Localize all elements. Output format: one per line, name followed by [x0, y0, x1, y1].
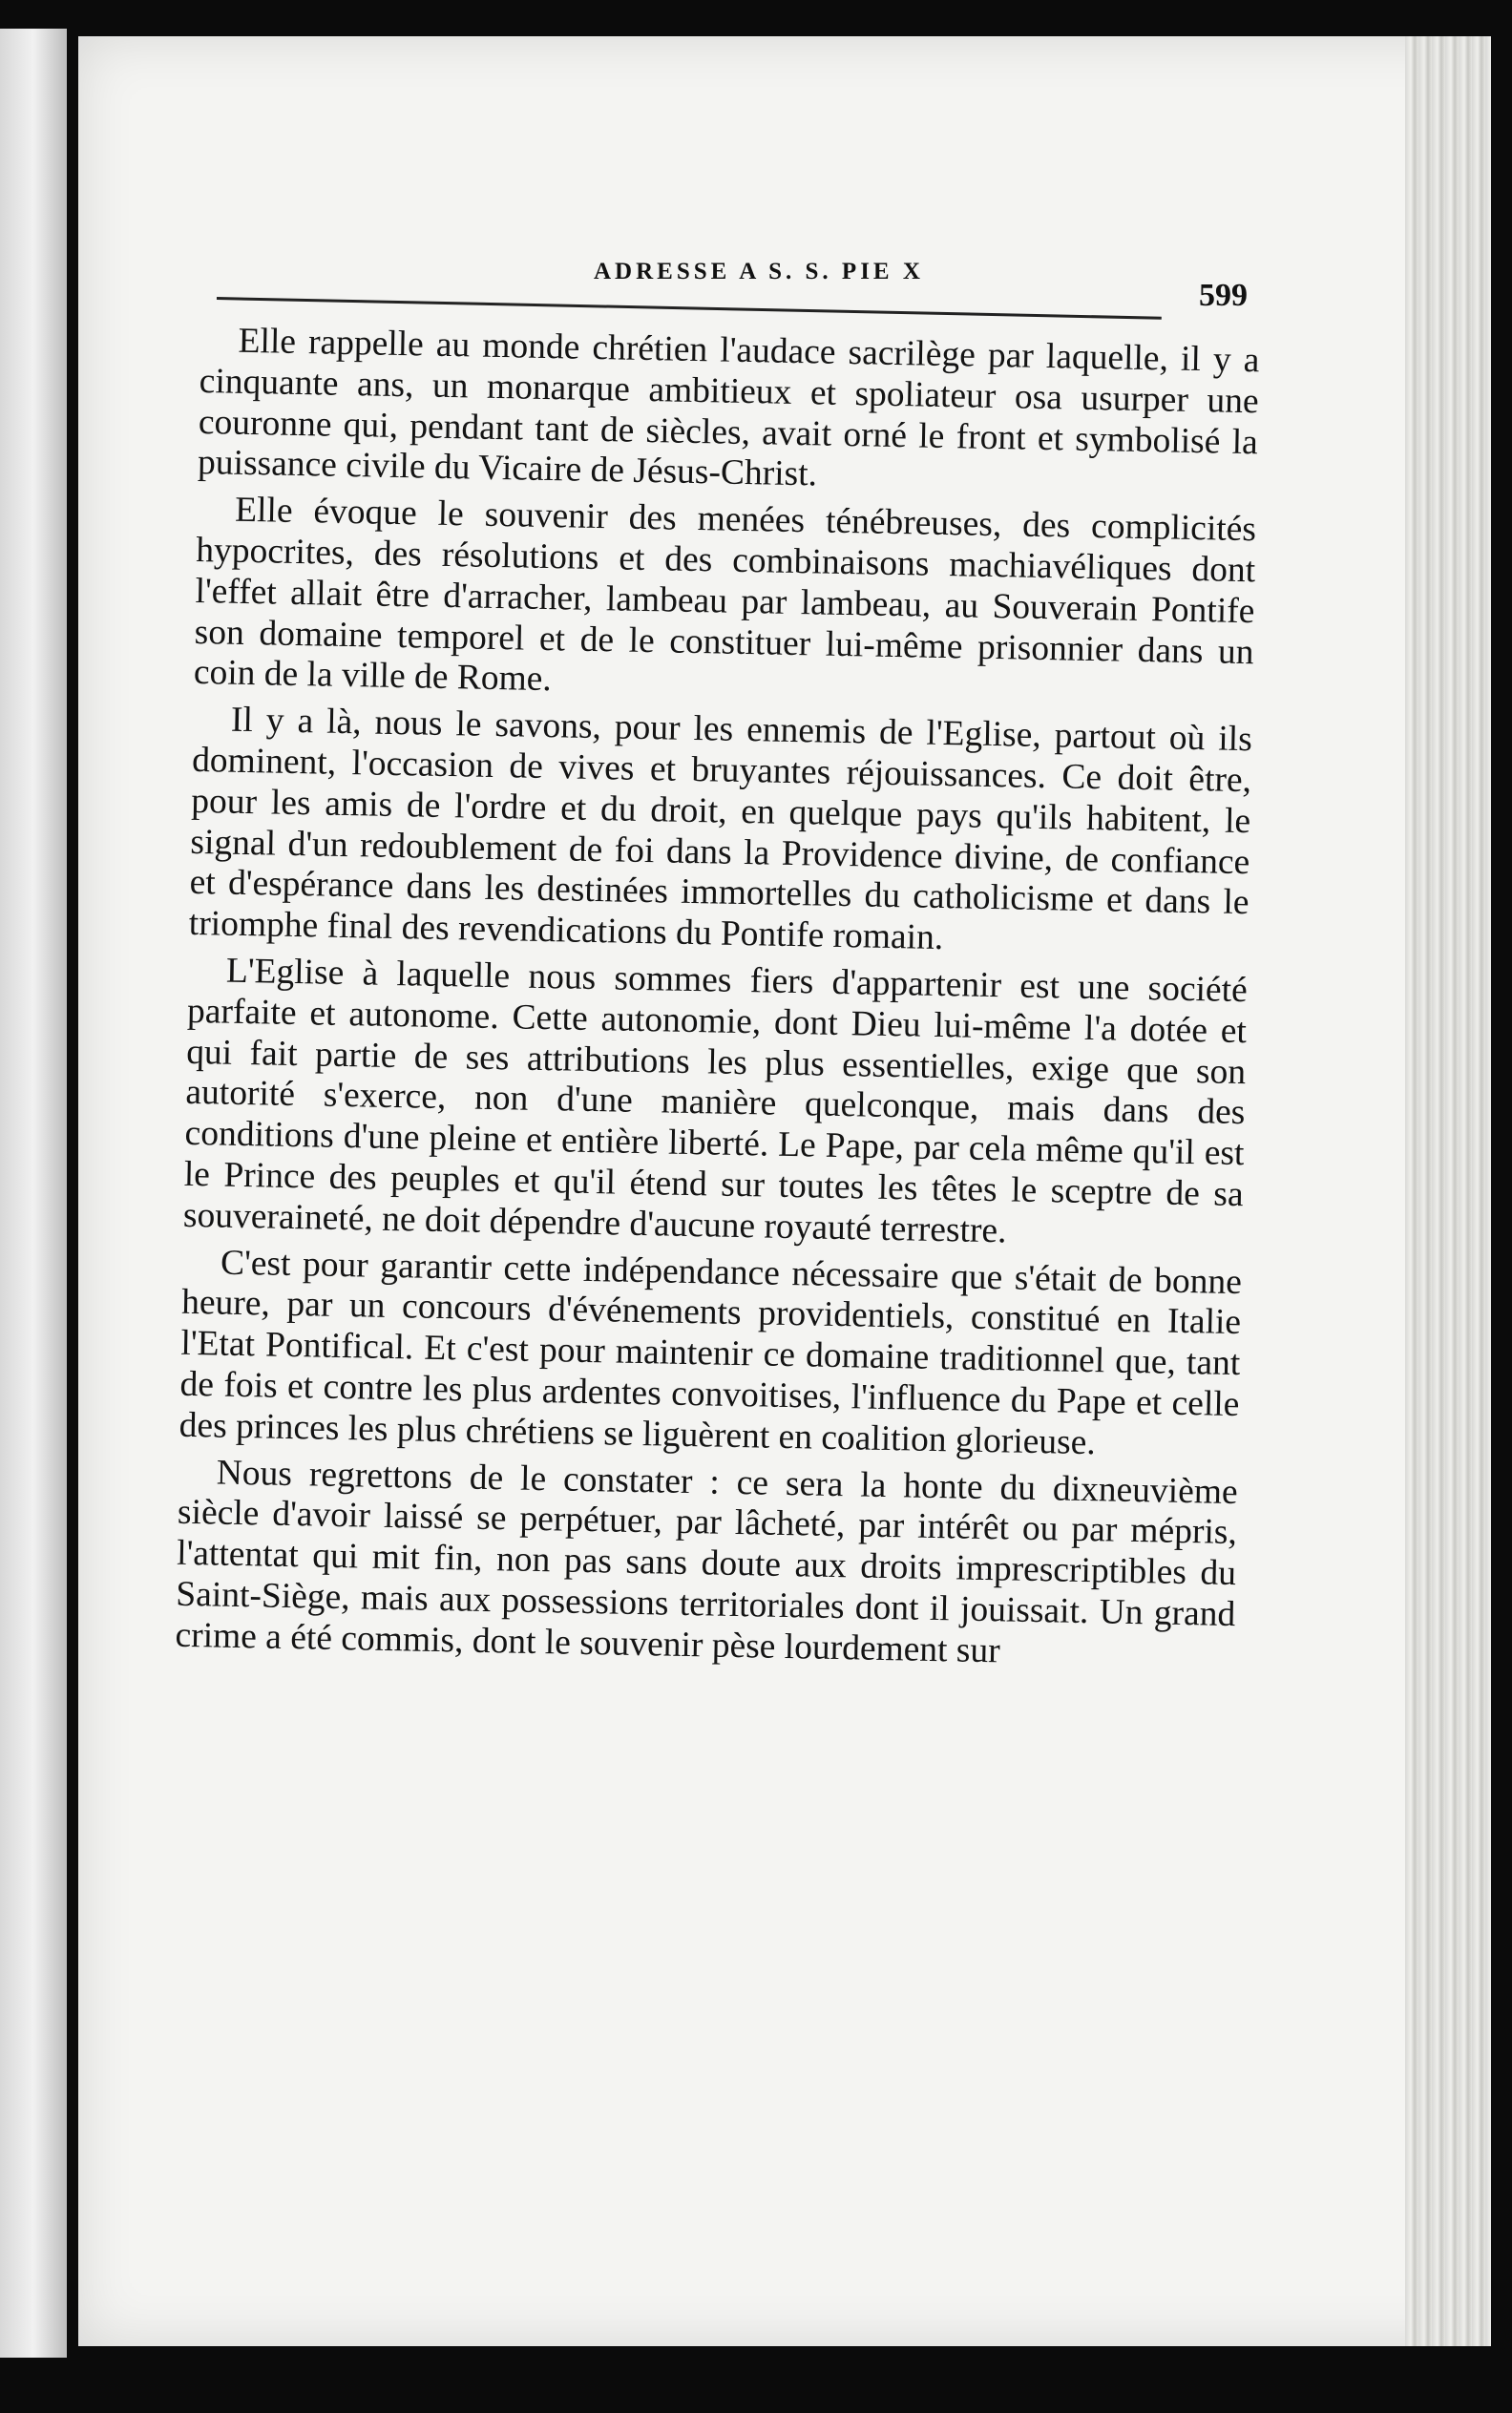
paragraph: C'est pour garantir cette indépendance nécessaire que s'était de bonne heure, par un concours d'événements providentiels, constitué en Italie l'Etat Pontifical. Et c'est pour maintenir ce domaine traditionnel que, tant de fois et contre les plus ardentes convoitises, l'influence du Pape et celle des princes les plus chrétiens se liguèrent en coalition glorieuse. — [178, 1243, 1243, 1462]
header-rule — [217, 297, 1162, 320]
paragraph: Nous regrettons de le constater : ce sera la honte du dixneuvième siècle d'avoir laissé se perpétuer, par lâcheté, par intérêt ou par mépris, l'attentat qui mit fin, non pas sans doute aux droits imprescriptibles du Saint-Siège, mais aux possessions territoriales dont il jouissait. Un grand crime a été commis, dont le souvenir pèse lourdement sur — [175, 1453, 1239, 1671]
paragraph: Il y a là, nous le savons, pour les ennemis de l'Eglise, partout où ils dominent, l'occasion de vives et bruyantes réjouissances. Ce doit être, pour les amis de l'ordre et du droit, en quelque pays qu'ils habitent, le signal d'un redoublement de foi dans la Providence divine, de confiance et d'espérance dans les destinées immortelles du catholicisme et dans le triomphe final des revendications du Pontife romain. — [188, 700, 1253, 958]
page-number: 599 — [1199, 278, 1248, 313]
paragraph: Elle évoque le souvenir des menées ténébreuses, des complicités hypocrites, des résolutions et des combinaisons machiavéliques dont l'effet allait être d'arracher, lambeau par lambeau, au Souverain Pontife son domaine temporel et de le constituer lui-même prisonnier dans un coin de la ville de Rome. — [193, 490, 1257, 700]
running-head: ADRESSE A S. S. PIE X — [594, 259, 924, 284]
facing-page-edge — [0, 29, 67, 2358]
page-stack-edge — [1405, 36, 1491, 2346]
book-page — [78, 36, 1491, 2346]
paragraph: Elle rappelle au monde chrétien l'audace sacrilège par laquelle, il y a cinquante ans, un monarque ambitieux et spoliateur osa usurper une couronne qui, pendant tant de siècles, avait orné le front et symbolisé la puissance civile du Vicaire de Jésus-Christ. — [197, 321, 1260, 494]
body-text — [175, 321, 1260, 1683]
page-header — [217, 222, 1248, 313]
paragraph: L'Eglise à laquelle nous sommes fiers d'appartenir est une société parfaite et autonome. Cette autonomie, dont Dieu lui-même l'a dotée et qui fait partie de ses attributions les plus essentielles, exige que son autorité s'exerce, non d'une manière quelconque, mais dans des conditions d'une pleine et entière liberté. Le Pape, par cela même qu'il est le Prince des peuples et qu'il étend sur toutes les têtes le sceptre de sa souveraineté, ne doit dépendre d'aucune royauté terrestre. — [182, 951, 1249, 1251]
